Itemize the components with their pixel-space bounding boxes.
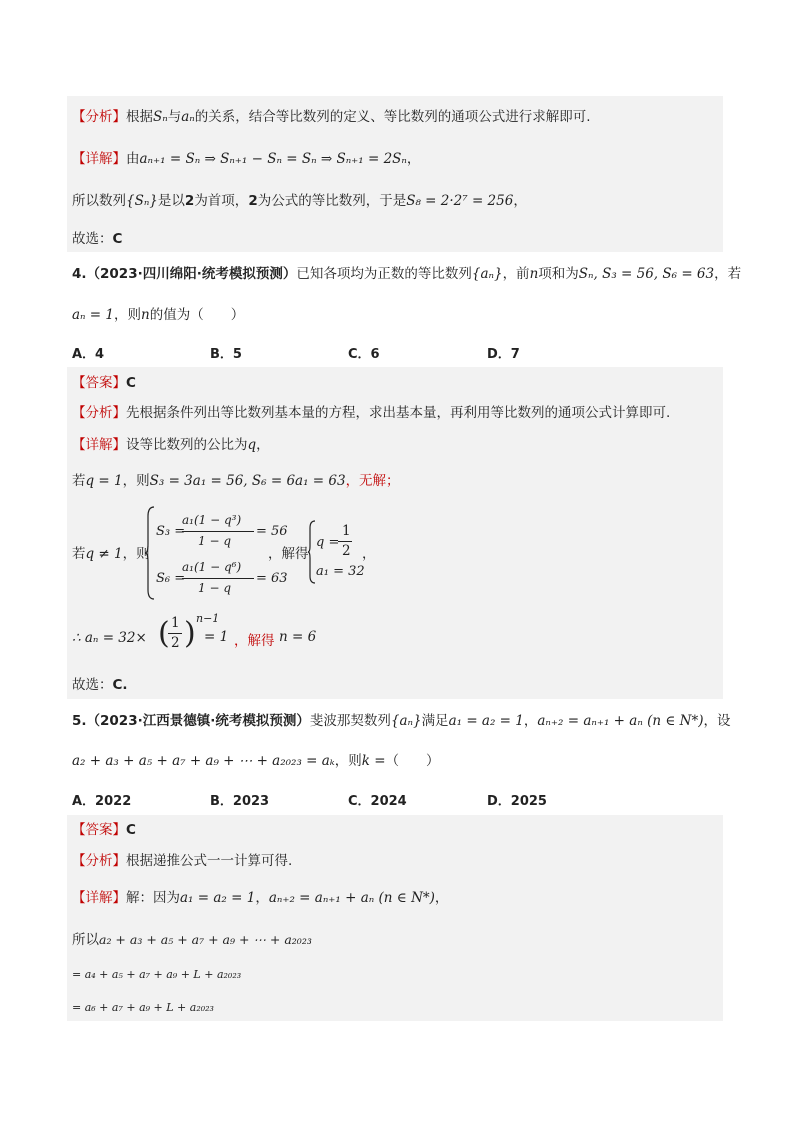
q5-number: 5.（2023·江西景德镇·统考模拟预测） <box>72 713 310 729</box>
q4-detail: 【详解】设等比数列的公比为q， <box>72 437 270 453</box>
q3-detail: 【详解】由aₙ₊₁ = Sₙ ⇒ Sₙ₊₁ − Sₙ = Sₙ ⇒ Sₙ₊₁ = 2Sₙ， <box>72 151 421 167</box>
q4-option-a[interactable]: A．4 <box>72 347 105 362</box>
q5-stem: 5.（2023·江西景德镇·统考模拟预测）斐波那契数列{aₙ}满足a₁ = a₂ = 1，aₙ₊₂ = aₙ₊₁ + aₙ (n ∈ N*)，设 <box>72 713 731 729</box>
fraction-bar <box>338 541 352 542</box>
q4-analysis: 【分析】先根据条件列出等比数列基本量的方程，求出基本量，再利用等比数列的通项公式计算即可. <box>72 405 671 421</box>
paren-fraction: ( <box>158 616 170 651</box>
q5-stem-line2: a₂ + a₃ + a₅ + a₇ + a₉ + ⋯ + a₂₀₂₃ = aₖ，则k =（ ） <box>72 753 440 769</box>
q4-number: 4.（2023·四川绵阳·统考模拟预测） <box>72 266 297 282</box>
q5-option-b[interactable]: B．2023 <box>210 794 270 809</box>
fraction-bar <box>182 531 254 532</box>
analysis-tag: 【分析】 <box>72 109 126 125</box>
left-brace-icon <box>145 506 155 600</box>
q5-option-d[interactable]: D．2025 <box>487 794 547 809</box>
solve-label: ，解得 <box>268 546 309 562</box>
q4-case1: 若q = 1，则S₃ = 3a₁ = 56, S₆ = 6a₁ = 63，无解； <box>72 473 400 489</box>
q5-solution-block <box>67 815 723 1021</box>
q3-choose: 故选：C <box>72 231 123 247</box>
q5-step2: = a₆ + a₇ + a₉ + L + a₂₀₂₃ <box>72 1001 214 1014</box>
q4-stem-line2: aₙ = 1，则n的值为（ ） <box>72 307 245 323</box>
left-brace-icon <box>308 520 316 584</box>
fraction-bar <box>168 633 182 634</box>
q4-stem: 4.（2023·四川绵阳·统考模拟预测）已知各项均为正数的等比数列{aₙ}，前n项和为Sₙ, S₃ = 56, S₆ = 63，若 <box>72 266 742 282</box>
solution-a1: a₁ = 32 <box>316 564 365 579</box>
q3-analysis: 【分析】根据Sₙ与aₙ的关系，结合等比数列的定义、等比数列的通项公式进行求解即可. <box>72 109 591 125</box>
q5-option-c[interactable]: C．2024 <box>348 794 407 809</box>
q4-option-c[interactable]: C．6 <box>348 347 380 362</box>
q4-answer: 【答案】C <box>72 375 136 391</box>
q5-step1: = a₄ + a₅ + a₇ + a₉ + L + a₂₀₂₃ <box>72 968 242 981</box>
q5-option-a[interactable]: A．2022 <box>72 794 132 809</box>
detail-tag: 【详解】 <box>72 151 126 167</box>
q5-analysis: 【分析】根据递推公式一一计算可得. <box>72 853 293 869</box>
fraction-bar <box>182 578 254 579</box>
document-page: 【分析】根据Sₙ与aₙ的关系，结合等比数列的定义、等比数列的通项公式进行求解即可. 【详解】由aₙ₊₁ = Sₙ ⇒ Sₙ₊₁ − Sₙ = Sₙ ⇒ Sₙ₊₁ = 2Sₙ， 所以数列{Sₙ}是以2为首项，2为公式的等比数列，于是S₈ = 2·2⁷ = 256， 故选：C 4.（2023·四川绵阳·统考模拟预测）已知各项均为正数的等比数列{aₙ}，前n项和为Sₙ, S₃ = 56, S₆ = 63，若 aₙ = 1，则n的值为（ ） A．4 B．5 C．6 D．7 【答案】C 【分析】先根据条件列出等比数列基本量的方程，求出基本量，再利用等比数列的通项公式计算即可. 【详解】设等比数列的公比为q， 若q = 1，则S₃ = 3a₁ = 56, S₆ = 6a₁ = 63，无解； 若q ≠ 1，则 S₃ = a₁(1 − q³) 1 − q = 56 S₆ = a₁(1 − q⁶) 1 − q = 63 ，解得 q = 1 2 a₁ = 32 ， ∴ aₙ = 32× ( 1 2 ) n−1 = 1 ，解得 n = 6 故选：C. 5.（2023·江西景德镇·统考模拟预测）斐波那契数列{aₙ}满足a₁ = a₂ = 1，aₙ₊₂ = aₙ₊₁ + aₙ (n ∈ N*)，设 a₂ + a₃ + a₅ + a₇ + a₉ + ⋯ + a₂₀₂₃ = aₖ，则k =（ ） A．2022 B．2023 C．2024 D．2025 【答案】C 【分析】根据递推公式一一计算可得. 【详解】解：因为a₁ = a₂ = 1，aₙ₊₂ = aₙ₊₁ + aₙ (n ∈ N*)， 所以a₂ + a₃ + a₅ + a₇ + a₉ + ⋯ + a₂₀₂₃ = a₄ + a₅ + a₇ + a₉ + L + a₂₀₂₃ = a₆ + a₇ + a₉ + L + a₂₀₂₃ <box>0 0 794 1123</box>
q5-so: 所以a₂ + a₃ + a₅ + a₇ + a₉ + ⋯ + a₂₀₂₃ <box>72 932 312 948</box>
q4-option-d[interactable]: D．7 <box>487 347 520 362</box>
q5-detail: 【详解】解：因为a₁ = a₂ = 1，aₙ₊₂ = aₙ₊₁ + aₙ (n ∈ N*)， <box>72 890 449 906</box>
answer-tag: 【答案】 <box>72 375 126 391</box>
q4-option-b[interactable]: B．5 <box>210 347 242 362</box>
q4-case2: 若q ≠ 1，则 <box>72 546 150 562</box>
q3-conclusion: 所以数列{Sₙ}是以2为首项，2为公式的等比数列，于是S₈ = 2·2⁷ = 256， <box>72 193 527 209</box>
q4-choose: 故选：C. <box>72 677 128 693</box>
q5-answer: 【答案】C <box>72 822 136 838</box>
